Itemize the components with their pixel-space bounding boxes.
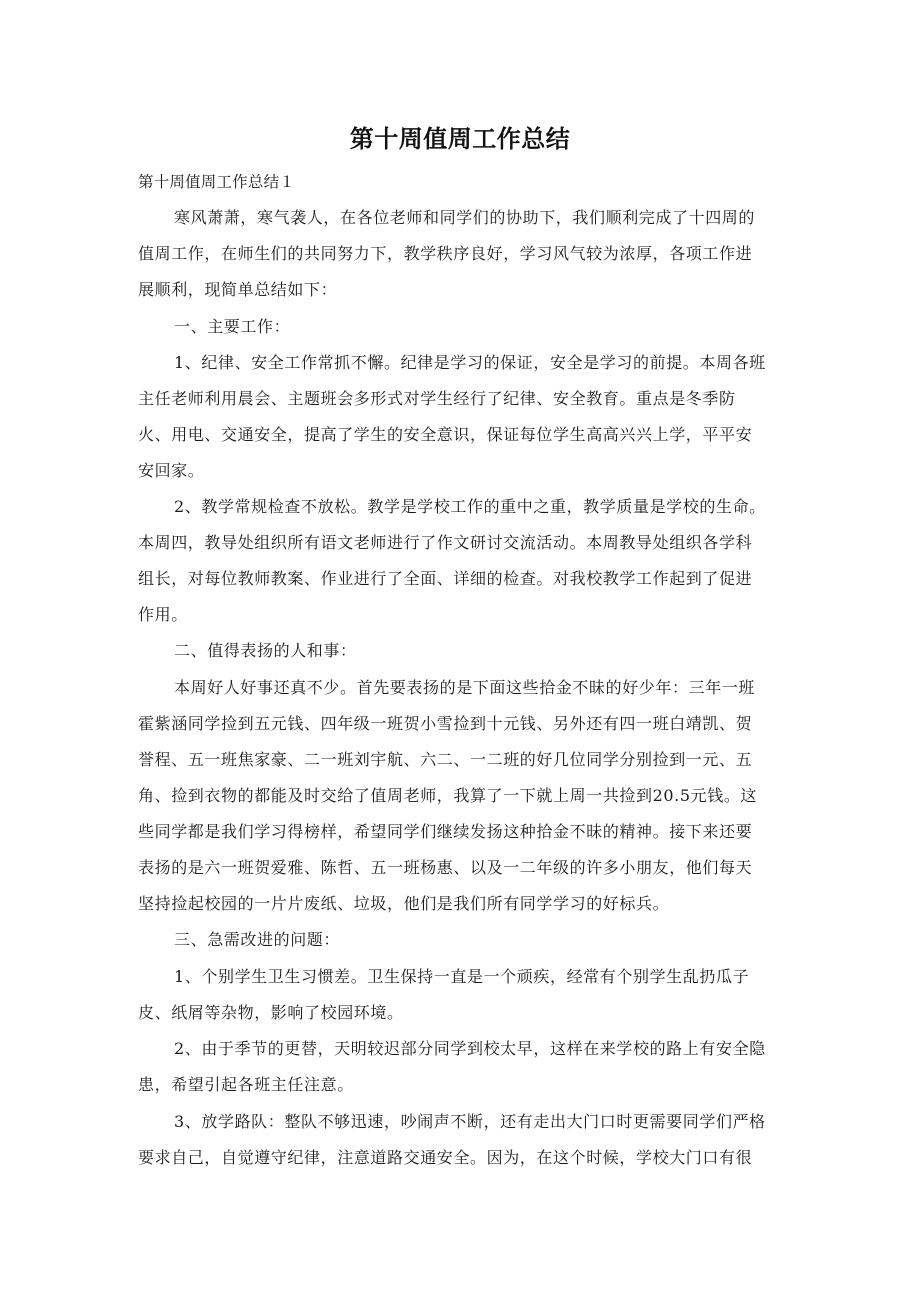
paragraph-line: 1、个别学生卫生习惯差。卫生保持一直是一个顽疾，经常有个别学生乱扔瓜子	[174, 967, 750, 986]
paragraph-line: 寒风萧萧，寒气袭人，在各位老师和同学们的协助下，我们顺利完成了十四周的	[174, 208, 756, 227]
paragraph-line: 安回家。	[138, 461, 205, 480]
paragraph-line: 誉程、五一班焦家豪、二一班刘宇航、六二、一二班的好几位同学分别捡到一元、五	[138, 750, 753, 769]
document-subtitle: 第十周值周工作总结１	[138, 173, 296, 191]
paragraph-line: 本周好人好事还真不少。首先要表扬的是下面这些拾金不昧的好少年：三年一班	[174, 678, 756, 697]
paragraph-line: 皮、纸屑等杂物，影响了校园环境。	[138, 1003, 404, 1022]
paragraph-line: 组长，对每位教师教案、作业进行了全面、详细的检查。对我校教学工作起到了促进	[138, 569, 753, 588]
section-heading: 二、值得表扬的人和事：	[174, 641, 357, 660]
paragraph-line: 火、用电、交通安全，提高了学生的安全意识，保证每位学生高高兴兴上学，平平安	[138, 425, 753, 444]
paragraph-line: 角、捡到衣物的都能及时交给了值周老师，我算了一下就上周一共捡到20.5元钱。这	[138, 786, 758, 805]
paragraph-line: 表扬的是六一班贺爱雅、陈哲、五一班杨惠、以及一二年级的许多小朋友，他们每天	[138, 858, 753, 877]
paragraph-line: 2、由于季节的更替，天明较迟部分同学到校太早，这样在来学校的路上有安全隐	[174, 1039, 766, 1058]
paragraph-line: 主任老师利用晨会、主题班会多形式对学生经行了纪律、安全教育。重点是冬季防	[138, 389, 736, 408]
paragraph-line: 些同学都是我们学习得榜样，希望同学们继续发扬这种拾金不昧的精神。接下来还要	[138, 822, 753, 841]
paragraph-line: 霍紫涵同学捡到五元钱、四年级一班贺小雪捡到十元钱、另外还有四一班白靖凯、贺	[138, 714, 753, 733]
paragraph-line: 要求自己，自觉遵守纪律，注意道路交通安全。因为，在这个时候，学校大门口有很	[138, 1148, 753, 1167]
paragraph-line: 坚持捡起校园的一片片废纸、垃圾，他们是我们所有同学学习的好标兵。	[138, 894, 670, 913]
paragraph-line: 患，希望引起各班主任注意。	[138, 1075, 354, 1094]
section-heading: 一、主要工作：	[174, 317, 291, 336]
paragraph-line: 本周四，教导处组织所有语文老师进行了作文研讨交流活动。本周教导处组织各学科	[138, 533, 753, 552]
paragraph-line: 2、教学常规检查不放松。教学是学校工作的重中之重，教学质量是学校的生命。	[174, 497, 766, 516]
paragraph-line: 1、纪律、安全工作常抓不懈。纪律是学习的保证，安全是学习的前提。本周各班	[174, 353, 766, 372]
paragraph-line: 值周工作，在师生们的共同努力下，教学秩序良好，学习风气较为浓厚，各项工作进	[138, 244, 753, 263]
paragraph-line: 展顺利，现简单总结如下：	[138, 280, 338, 299]
document-title: 第十周值周工作总结	[349, 125, 571, 153]
section-heading: 三、急需改进的问题：	[174, 930, 341, 949]
paragraph-line: 作用。	[138, 605, 188, 624]
paragraph-line: 3、放学路队：整队不够迅速，吵闹声不断，还有走出大门口时更需要同学们严格	[174, 1112, 766, 1131]
